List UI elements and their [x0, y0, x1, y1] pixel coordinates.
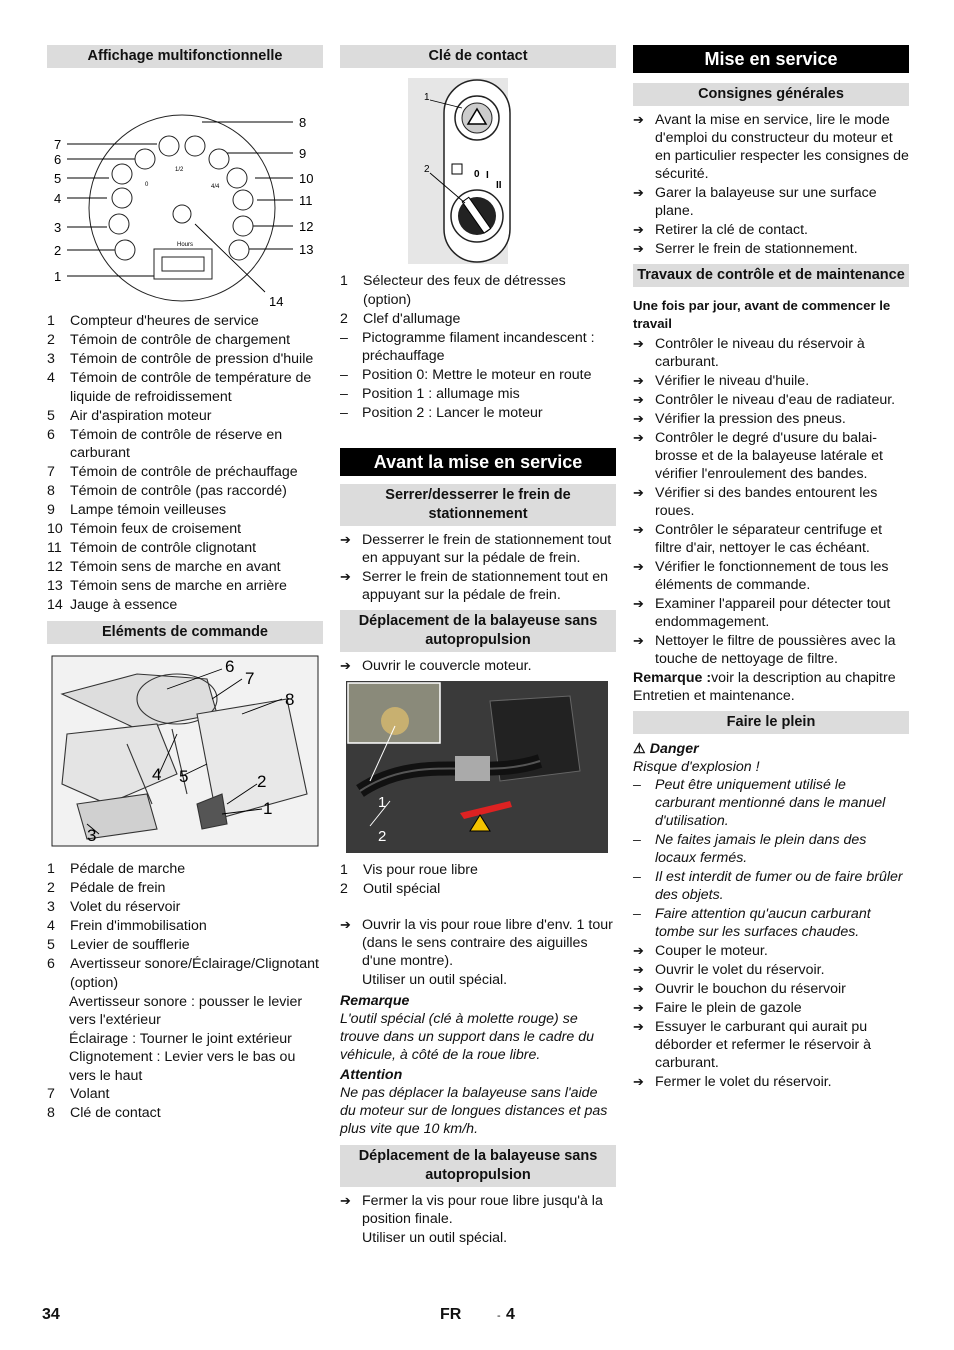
list-item: – Il est interdit de fumer ou de faire brûler des objets.: [633, 869, 903, 903]
engine-drawing: [340, 681, 616, 855]
engine-callout-2: 2: [378, 827, 387, 845]
footer-separator: -: [497, 1310, 501, 1322]
list-item: 8 Clé de contact: [47, 1105, 161, 1121]
dashboard-diagram: [47, 74, 323, 306]
list-item: ➔ Ouvrir le volet du réservoir.: [633, 962, 825, 978]
engine-photo: [340, 681, 616, 855]
heading-deplacement-2: Déplacement de la balayeuse sans autopropulsion: [340, 1145, 616, 1187]
list-item: 1 Sélecteur des feux de détresses (option): [340, 273, 566, 308]
list-item: ➔ Examiner l'appareil pour détecter tout endommagement.: [633, 596, 891, 630]
elements-note-1: Avertisseur sonore : pousser le levier vers l'extérieur: [69, 993, 303, 1028]
language-code: FR: [440, 1306, 462, 1323]
list-item: 1 Compteur d'heures de service: [47, 313, 259, 329]
danger-subtitle: Risque d'explosion !: [633, 759, 760, 775]
list-item: 7 Témoin de contrôle de préchauffage: [47, 464, 298, 480]
list-item: ➔ Desserrer le frein de stationnement tout en appuyant sur la pédale de frein.: [340, 531, 612, 566]
list-item: ➔ Ouvrir la vis pour roue libre d'env. 1 tour (dans le sens contraire des aiguilles d'une montre).: [340, 916, 613, 969]
list-item: ➔ Vérifier si des bandes entourent les roues.: [633, 485, 878, 519]
heading-affichage: Affichage multifonctionnelle: [47, 45, 323, 68]
heading-plein: Faire le plein: [633, 711, 909, 734]
list-item: – Pictogramme filament incandescent : préchauffage: [340, 329, 595, 364]
list-item: 7 Volant: [47, 1086, 110, 1102]
list-item: 12 Témoin sens de marche en avant: [47, 559, 281, 575]
list-item: 3 Témoin de contrôle de pression d'huile: [47, 351, 314, 367]
photo-callout-4: 4: [152, 765, 162, 784]
list-item: ➔ Fermer le volet du réservoir.: [633, 1074, 832, 1090]
key-switch-diagram: [340, 78, 616, 264]
heading-mise-en-service: Mise en service: [633, 45, 909, 73]
list-item: – Faire attention qu'aucun carburant tombe sur les surfaces chaudes.: [633, 906, 871, 940]
list-item: ➔ Garer la balayeuse sur une surface plane.: [633, 185, 877, 219]
list-item: ➔ Contrôler le niveau du réservoir à carburant.: [633, 336, 865, 370]
list-item: ➔ Contrôler le séparateur centrifuge et filtre d'air, nettoyer le cas échéant.: [633, 522, 883, 556]
heading-travaux: Travaux de contrôle et de maintenance: [633, 264, 909, 287]
affichage-list: [47, 312, 323, 615]
list-item: 10 Témoin feux de croisement: [47, 521, 242, 537]
list-item: ➔ Essuyer le carburant qui aurait pu déborder et refermer le réservoir à carburant.: [633, 1019, 872, 1071]
list-item: 1 Vis pour roue libre: [340, 861, 478, 878]
key-switch-figure: [340, 78, 616, 266]
zero-label: 0: [145, 182, 149, 188]
list-item: ➔ Avant la mise en service, lire le mode d'emploi du constructeur du moteur et en particulier respecter les consignes de sécurité.: [633, 112, 909, 182]
list-item: 3 Volet du réservoir: [47, 899, 181, 915]
remarque-title: Remarque: [340, 993, 410, 1009]
list-item: – Peut être uniquement utilisé le carburant mentionné dans le manuel d'utilisation.: [633, 777, 886, 829]
photo-callout-1: 1: [263, 799, 273, 818]
list-item: ➔ Couper le moteur.: [633, 943, 768, 959]
controls-drawing: [47, 654, 323, 850]
list-item: 4 Témoin de contrôle de température de liquide de refroidissement: [47, 370, 312, 405]
list-item: 14 Jauge à essence: [47, 597, 178, 613]
list-item: ➔ Contrôler le degré d'usure du balai-brosse et de la balayeuse latérale et vérifier l'enroulement des bandes.: [633, 430, 883, 482]
hours-label: Hours: [177, 242, 194, 248]
list-item: ➔ Fermer la vis pour roue libre jusqu'à la position finale.: [340, 1193, 603, 1227]
list-item: ➔ Ouvrir le bouchon du réservoir: [633, 981, 846, 997]
callout-9: 9: [299, 146, 307, 161]
list-item: 8 Témoin de contrôle (pas raccordé): [47, 483, 287, 499]
dashboard-figure: [47, 74, 323, 306]
callout-14: 14: [269, 294, 284, 306]
heading-avant: Avant la mise en service: [340, 448, 616, 476]
travaux-intro: Une fois par jour, avant de commencer le travail: [633, 298, 891, 331]
callout-5: 5: [54, 171, 62, 186]
consignes-list: [633, 111, 909, 258]
deplacement-list-3: [340, 1192, 616, 1228]
list-item: ➔ Contrôler le niveau d'eau de radiateur.: [633, 392, 896, 408]
list-item: 6 Avertisseur sonore/Éclairage/Clignotant (option): [47, 956, 319, 991]
list-item: ➔ Faire le plein de gazole: [633, 1000, 802, 1016]
list-item: – Position 0: Mettre le moteur en route: [340, 366, 592, 383]
heading-cle: Clé de contact: [340, 45, 616, 68]
callout-11: 11: [299, 193, 313, 208]
full-label: 4/4: [211, 184, 220, 190]
elements-list: [47, 860, 323, 992]
list-item: ➔ Ouvrir le couvercle moteur.: [340, 657, 532, 674]
list-item: 5 Air d'aspiration moteur: [47, 407, 212, 424]
callout-10: 10: [299, 171, 314, 186]
attention-title: Attention: [340, 1067, 403, 1083]
callout-3: 3: [54, 220, 62, 235]
list-item: 2 Témoin de contrôle de chargement: [47, 332, 291, 348]
callout-6: 6: [54, 152, 62, 167]
travaux-list: [633, 335, 909, 668]
callout-1: 1: [54, 269, 62, 284]
list-item: 2 Pédale de frein: [47, 880, 166, 896]
page-number: 34: [42, 1306, 60, 1323]
remarque-text: L'outil spécial (clé à molette rouge) se trouve dans un support dans le cadre du véhicule, à côté de la roue libre.: [340, 1011, 594, 1063]
column-3: [633, 45, 909, 1092]
list-item: ➔ Nettoyer le filtre de poussières avec la touche de nettoyage de filtre.: [633, 633, 896, 667]
callout-7: 7: [54, 137, 62, 152]
key-callout-1: 1: [424, 92, 430, 103]
list-item: ➔ Retirer la clé de contact.: [633, 222, 808, 238]
footer-section-number: 4: [506, 1306, 515, 1323]
column-1: [47, 45, 323, 1123]
elements-note-3: Clignotement : Levier vers le bas ou vers le haut: [69, 1049, 296, 1084]
travaux-remarque: Remarque :voir la description au chapitre Entretien et maintenance.: [633, 670, 896, 704]
deplacement-note-2: Utiliser un outil spécial.: [362, 971, 508, 988]
controls-photo: [47, 654, 323, 854]
callout-2: 2: [54, 243, 62, 258]
list-item: – Ne faites jamais le plein dans des locaux fermés.: [633, 832, 867, 866]
elements-list-2: [47, 1085, 323, 1123]
list-item: 1 Pédale de marche: [47, 861, 186, 877]
attention-text: Ne pas déplacer la balayeuse sans l'aide du moteur sur de longues distances et pas plus vite que 10 km/h.: [340, 1085, 608, 1137]
photo-callout-3: 3: [87, 826, 97, 845]
danger-title: ⚠ Danger: [633, 741, 699, 757]
photo-callout-5: 5: [179, 767, 189, 786]
deplacement-list-2: [340, 916, 616, 970]
list-item: 2 Clef d'allumage: [340, 310, 461, 327]
key-pos-2: II: [496, 180, 502, 191]
list-item: 9 Lampe témoin veilleuses: [47, 502, 227, 518]
callout-13: 13: [299, 242, 314, 257]
heading-frein: Serrer/desserrer le frein de stationnement: [340, 484, 616, 526]
callout-8: 8: [299, 115, 307, 130]
list-item: 5 Levier de soufflerie: [47, 937, 190, 953]
photo-callout-2: 2: [257, 772, 267, 791]
deplacement-note-3: Utiliser un outil spécial.: [362, 1230, 508, 1246]
list-item: ➔ Vérifier le niveau d'huile.: [633, 373, 810, 389]
engine-callout-1: 1: [378, 793, 387, 811]
list-item: – Position 2 : Lancer le moteur: [340, 404, 543, 421]
list-item: ➔ Vérifier le fonctionnement de tous les éléments de commande.: [633, 559, 889, 593]
list-item: 4 Frein d'immobilisation: [47, 918, 207, 934]
list-item: – Position 1 : allumage mis: [340, 385, 520, 402]
engine-list: [340, 861, 616, 899]
photo-callout-8: 8: [285, 690, 295, 709]
list-item: ➔ Serrer le frein de stationnement.: [633, 241, 858, 257]
key-pos-0: 0: [474, 169, 480, 180]
photo-callout-6: 6: [225, 657, 235, 676]
plein-list: [633, 942, 909, 1091]
frein-list: [340, 531, 616, 604]
photo-callout-7: 7: [245, 669, 255, 688]
cle-dash-list: [340, 329, 616, 422]
heading-consignes: Consignes générales: [633, 83, 909, 106]
danger-list: [633, 776, 909, 941]
list-item: 2 Outil spécial: [340, 880, 441, 897]
deplacement-list-1: [340, 657, 616, 675]
list-item: 13 Témoin sens de marche en arrière: [47, 578, 287, 594]
heading-deplacement: Déplacement de la balayeuse sans autopropulsion: [340, 610, 616, 652]
key-callout-2: 2: [424, 164, 430, 175]
list-item: ➔ Vérifier la pression des pneus.: [633, 411, 846, 427]
warning-icon: ⚠: [633, 741, 646, 757]
column-2: [340, 45, 616, 1248]
list-item: 11 Témoin de contrôle clignotant: [47, 540, 257, 556]
elements-note-2: Éclairage : Tourner le joint extérieur: [69, 1030, 292, 1047]
cle-list: [340, 272, 616, 328]
callout-4: 4: [54, 191, 62, 206]
heading-elements: Eléments de commande: [47, 621, 323, 644]
key-pos-1: I: [486, 170, 489, 181]
list-item: ➔ Serrer le frein de stationnement tout en appuyant sur la pédale de frein.: [340, 568, 609, 603]
list-item: 6 Témoin de contrôle de réserve en carburant: [47, 426, 283, 461]
callout-12: 12: [299, 219, 314, 234]
half-label: 1/2: [175, 167, 184, 173]
